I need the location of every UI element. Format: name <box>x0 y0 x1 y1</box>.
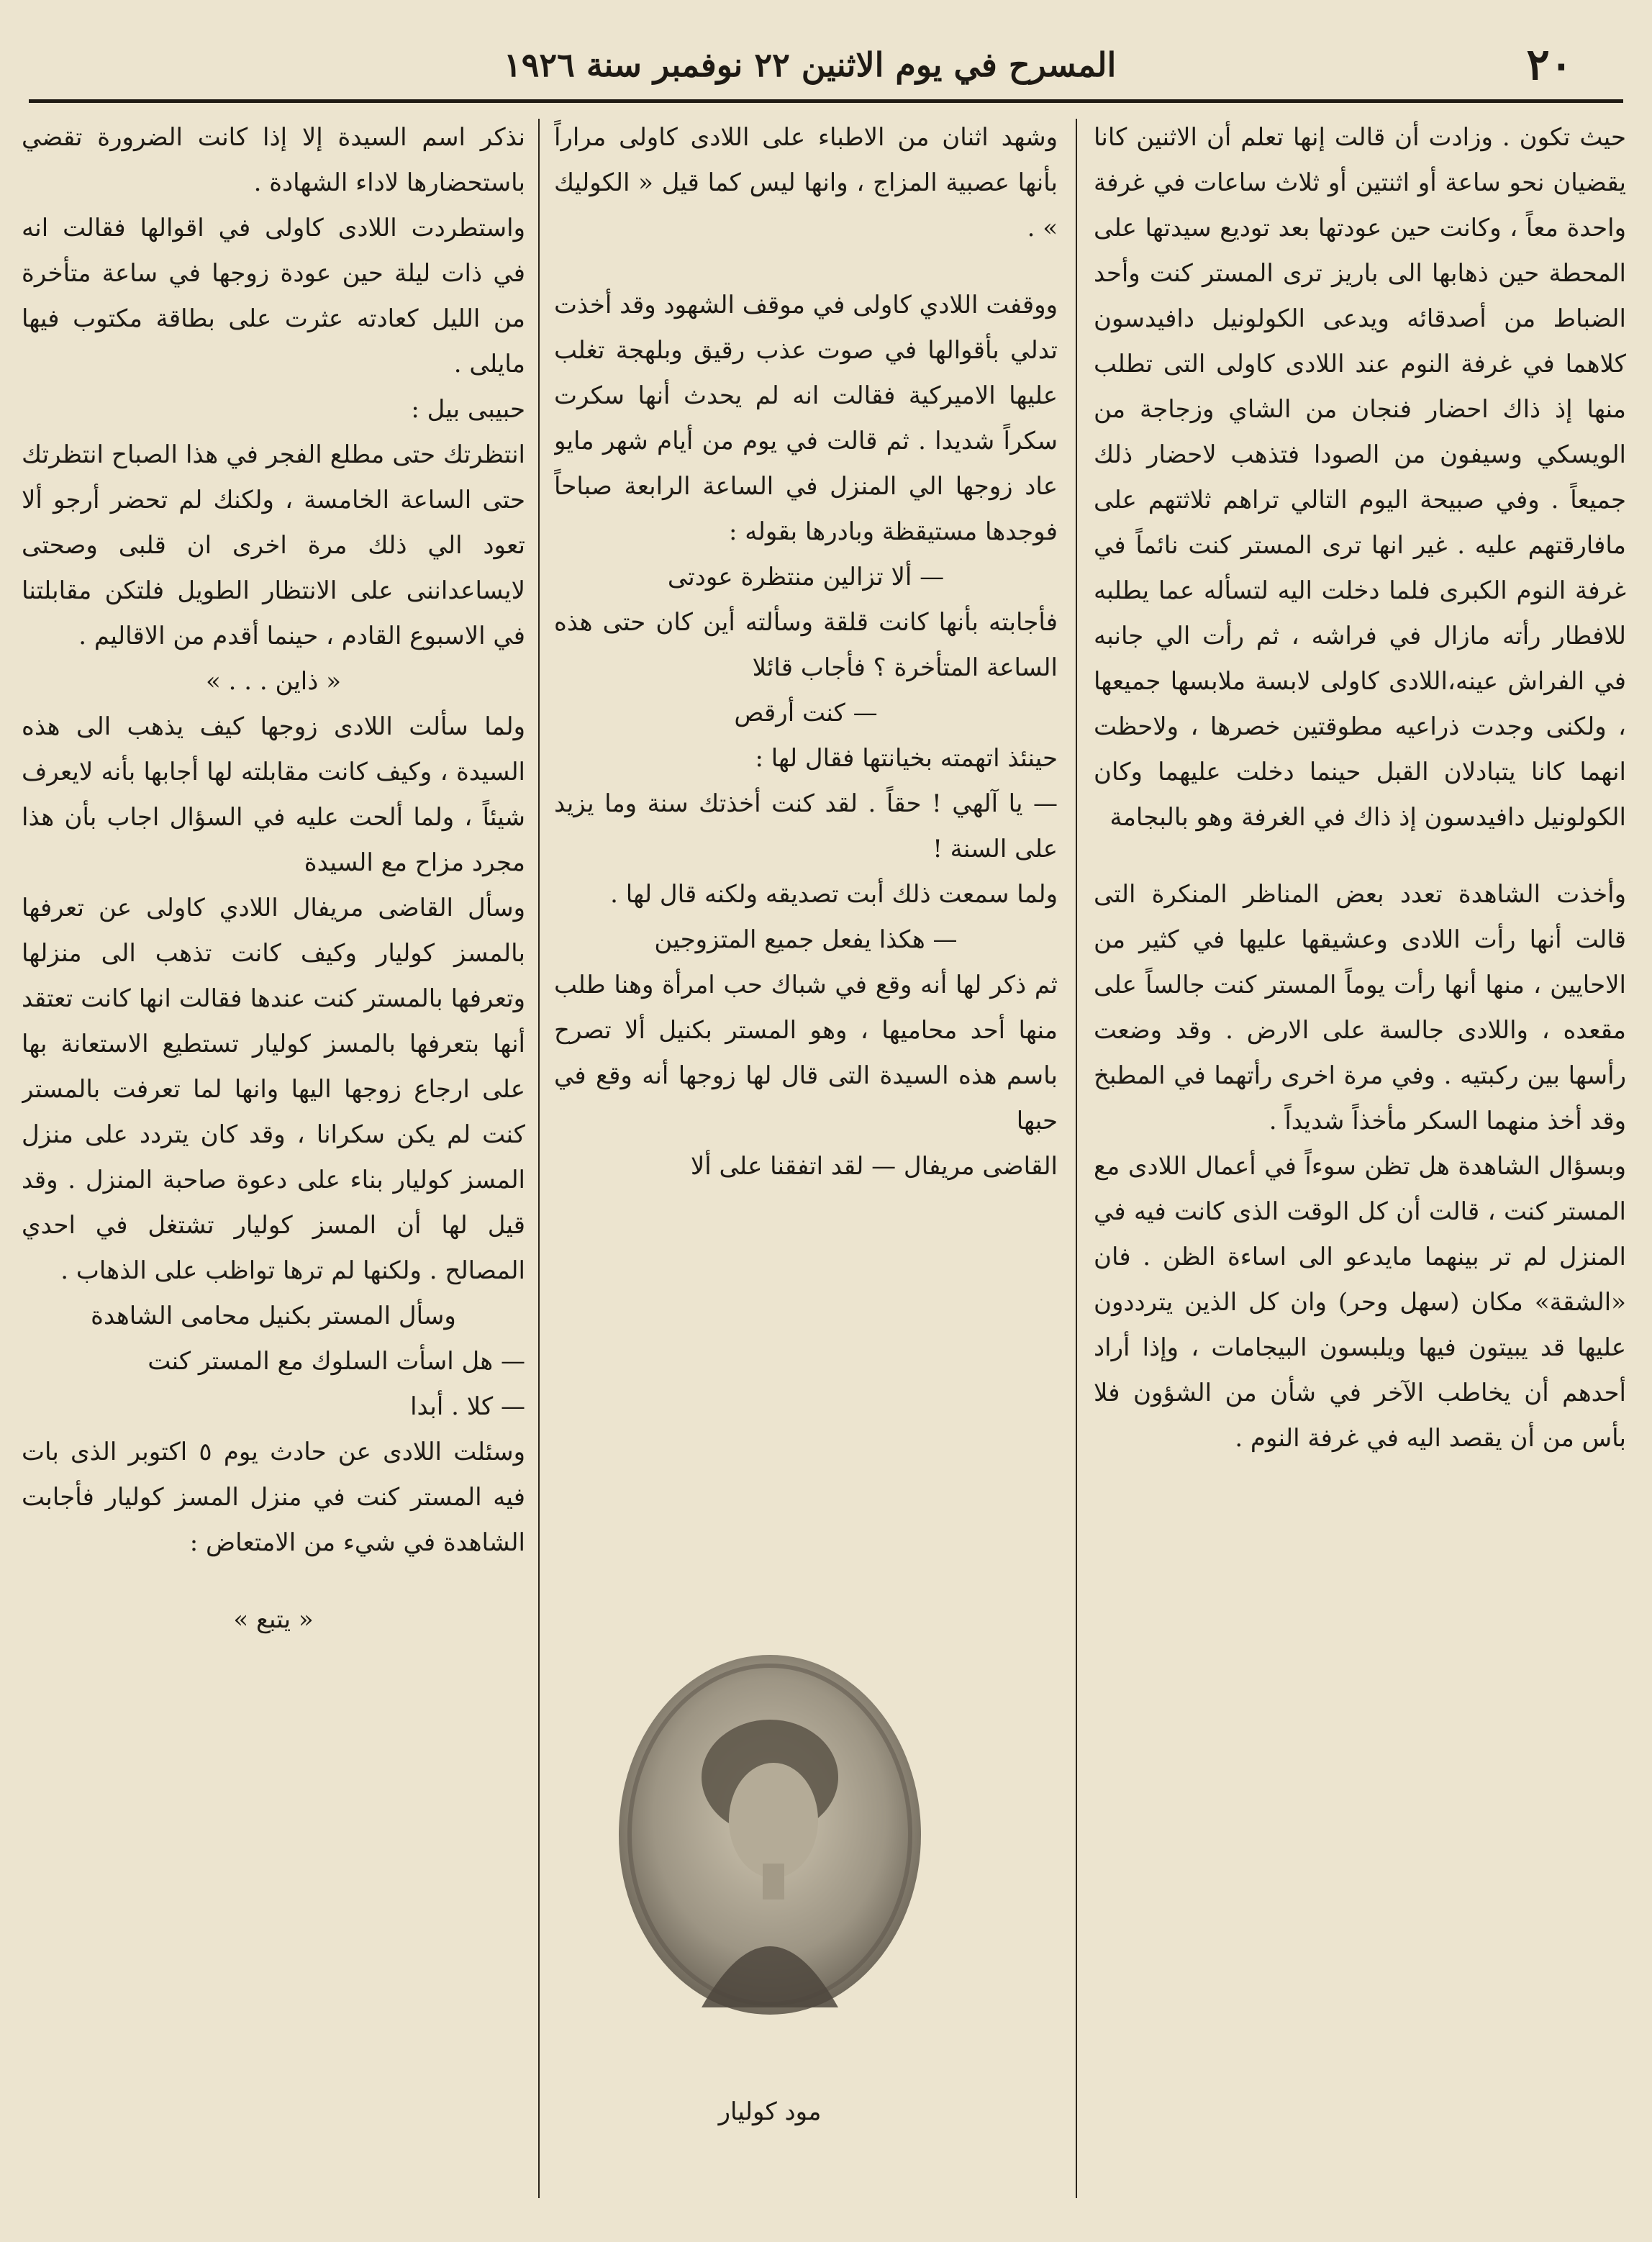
portrait-photo <box>615 1648 925 2051</box>
paragraph: وشهد اثنان من الاطباء على اللادى كاولى مراراً بأنها عصبية المزاج ، وانها ليس كما قيل « الكوليك » . <box>554 123 1058 242</box>
dialogue-line: — هكذا يفعل جميع المتزوجين <box>654 925 958 954</box>
dialogue-line: — كلا . أبدا <box>410 1392 525 1421</box>
dialogue-line: — ألا تزالين منتظرة عودتى <box>667 563 945 591</box>
column-divider <box>538 119 540 2198</box>
header-rule <box>29 99 1623 103</box>
letter-salutation: حبيبى بيل : <box>411 395 525 424</box>
page-number: ٢٠ <box>1526 40 1573 90</box>
letter-body: انتظرتك حتى مطلع الفجر في هذا الصباح انتظرتك حتى الساعة الخامسة ، ولكنك لم تحضر أرجو ألا تعود الي ذلك مرة اخرى ان قلبى وصحتى لايساعداننى على الانتظار الطويل فلتكن مقابلتنا في الاسبوع القادم ، حينما أقدم من الاقاليم . <box>22 440 525 650</box>
paragraph: ووقفت اللادي كاولى في موقف الشهود وقد أخذت تدلي بأقوالها في صوت عذب رقيق وبلهجة تغلب عليها الاميركية فقالت انه لم يحدث أنها سكرت سكراً شديدا . ثم قالت في يوم من أيام شهر مايو عاد زوجها الي المنزل في الساعة الرابعة صباحاً فوجدها مستيقظة وبادرها بقوله : <box>554 291 1058 546</box>
paragraph: حيث تكون . وزادت أن قالت إنها تعلم أن الاثنين كانا يقضيان نحو ساعة أو اثنتين أو ثلاث ساعات في غرفة واحدة معاً ، وكانت حين عودتها بعد توديع سيدتها على المحطة حين ذهابها الى باريز ترى المستر كنت وأحد الضباط من أصدقائه ويدعى الكولونيل دافيدسون كلاهما في غرفة النوم عند اللادى كاولى التى تطلب منها إذ ذاك احضار فنجان من الشاي وزجاجة من الويسكي وسيفون من الصودا فتذهب لاحضار ذلك جميعاً . وفي صبيحة اليوم التالي تراهم ثلاثتهم على مافارقتهم عليه . غير انها ترى المستر كنت نائماً في غرفة النوم الكبرى فلما دخلت اليه لتسأله عما يطلبه للافطار رأته مازال في فراشه ، ثم رأت الي جانبه في الفراش عينه،اللادى كاولى لابسة ملابسها جميعها ، ولكنى وجدت ذراعيه مطوقتين خصرها ، ولاحظت انهما كانا يتبادلان القبل حينما دخلت عليهما وكان الكولونيل دافيدسون إذ ذاك في الغرفة وهو بالبجامة <box>1094 123 1626 832</box>
column-divider <box>1076 119 1077 2198</box>
portrait-caption: مود كوليار <box>718 2097 822 2126</box>
dialogue-line: — يا آلهي ! حقاً . لقد كنت أخذتك سنة وما يزيد على السنة ! <box>554 789 1058 863</box>
dialogue-line: — هل اسأت السلوك مع المستر كنت <box>148 1347 525 1376</box>
paragraph: واستطردت اللادى كاولى في اقوالها فقالت انه في ذات ليلة حين عودة زوجها في ساعة متأخرة من الليل كعادته عثرت على بطاقة مكتوب فيها مايلى . <box>22 214 525 378</box>
paragraph: فأجابته بأنها كانت قلقة وسألته أين كان حتى هذه الساعة المتأخرة ؟ فأجاب قائلا <box>554 608 1058 682</box>
letter-signature: « ذاين . . . » <box>206 667 341 696</box>
paragraph: ثم ذكر لها أنه وقع في شباك حب امرأة وهنا طلب منها أحد محاميها ، وهو المستر بكنيل ألا تصرح باسم هذه السيدة التى قال لها زوجها أنه وقع في حبها <box>554 971 1058 1135</box>
paragraph: وسأل القاضى مريفال اللادي كاولى عن تعرفها بالمسز كوليار وكيف كانت تذهب الى منزلها وتعرفها بالمستر كنت عندها فقالت انها كانت تعتقد أنها بتعرفها بالمسز كوليار تستطيع الاستعانة بها على ارجاع زوجها اليها وانها لما تعرفت بالمستر كنت لم يكن سكرانا ، وقد كان يتردد على منزل المسز كوليار بناء على دعوة صاحبة المنزل . وقد قيل لها أن المسز كوليار تشتغل في احدي المصالح . ولكنها لم ترها تواظب على الذهاب . <box>22 894 525 1285</box>
paragraph: نذكر اسم السيدة إلا إذا كانت الضرورة تقضي باستحضارها لاداء الشهادة . <box>22 123 525 197</box>
paragraph: القاضى مريفال — لقد اتفقنا على ألا <box>690 1152 1058 1181</box>
paragraph: ولما سألت اللادى زوجها كيف يذهب الى هذه السيدة ، وكيف كانت مقابلته لها أجابها بأنه لايعرف شيئاً ، ولما ألحت عليه في السؤال اجاب بأن هذا مجرد مزاح مع السيدة <box>22 712 525 877</box>
paragraph: وبسؤال الشاهدة هل تظن سوءاً في أعمال اللادى مع المستر كنت ، قالت أن كل الوقت الذى كانت فيه في المنزل لم تر بينهما مايدعو الى اساءة الظن . فان «الشقة» مكان (سهل وحر) وان كل الذين يترددون عليها قد يبيتون فيها ويلبسون البيجامات ، وإذا أراد أحدهم أن يخاطب الآخر في شأن من الشؤون فلا بأس من أن يقصد اليه في غرفة النوم . <box>1094 1152 1626 1453</box>
page-header <box>29 29 1623 101</box>
dialogue-line: — كنت أرقص <box>734 699 878 727</box>
paragraph: ولما سمعت ذلك أبت تصديقه ولكنه قال لها . <box>610 880 1058 909</box>
article-column-right <box>1094 115 1626 2223</box>
header-title: المسرح في يوم الاثنين ٢٢ نوفمبر سنة ١٩٢٦ <box>504 45 1117 84</box>
continued-note: « يتبع » <box>233 1605 314 1634</box>
paragraph: وسئلت اللادى عن حادث يوم ٥ اكتوبر الذى بات فيه المستر كنت في منزل المسز كوليار فأجابت الشاهدة في شيء من الامتعاض : <box>22 1438 525 1557</box>
paragraph: وسأل المستر بكنيل محامى الشاهدة <box>91 1302 456 1330</box>
paragraph: وأخذت الشاهدة تعدد بعض المناظر المنكرة التى قالت أنها رأت اللادى وعشيقها عليها في كثير من الاحايين ، منها أنها رأت يوماً المستر كنت جالساً على مقعده ، واللادى جالسة على الارض . وقد وضعت رأسها بين ركبتيه . وفي مرة اخرى رأتهما في المطبخ وقد أخذ منهما السكر مأخذاً شديداً . <box>1094 880 1626 1135</box>
paragraph: حينئذ اتهمته بخيانتها فقال لها : <box>755 744 1058 773</box>
article-column-left <box>22 115 525 2223</box>
